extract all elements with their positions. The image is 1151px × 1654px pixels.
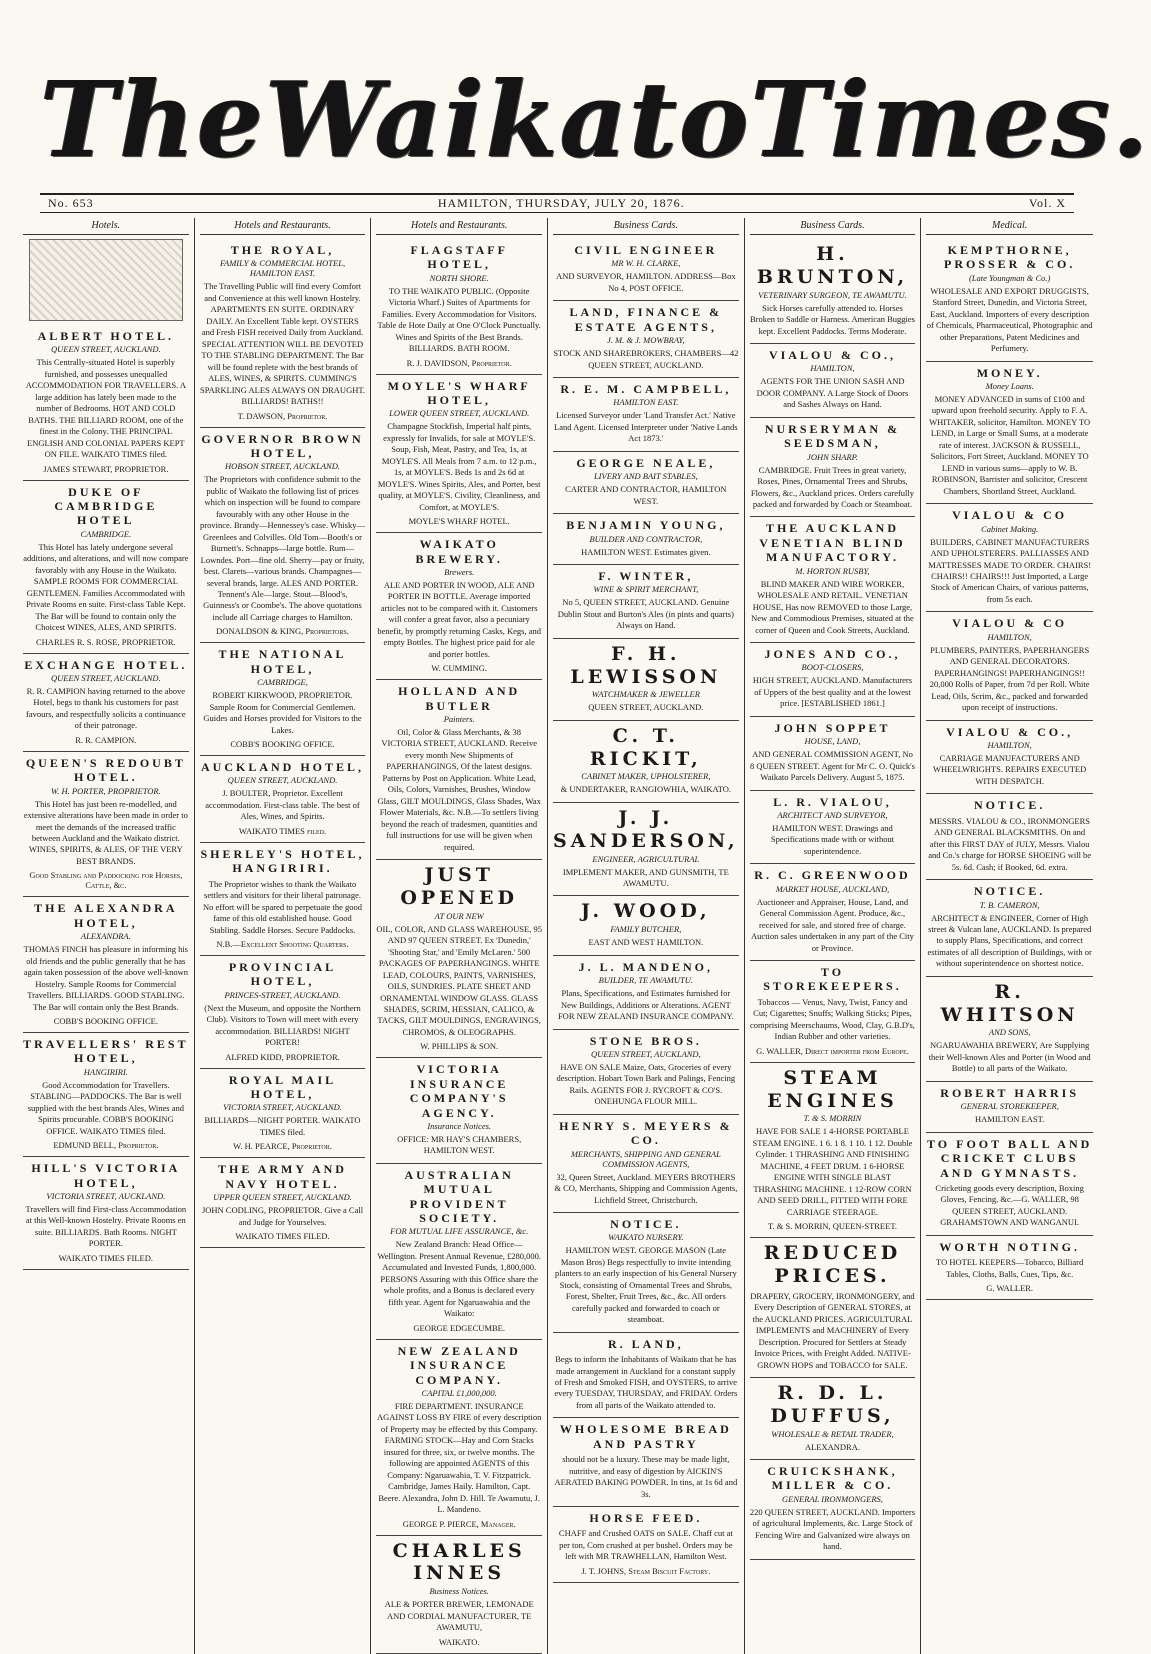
ad-title: WHOLESOME BREAD AND PASTRY bbox=[559, 1422, 732, 1451]
dateline bbox=[40, 193, 1074, 213]
ad-body: THOMAS FINCH has pleasure in informing his old friends and the public generally that he has again taken possession of the above well-known Hostelry. Sample Rooms for Commercial Travellers. BILLIARDS. GOOD STABLING. The Bar will contain only the Best Brands. bbox=[23, 944, 188, 1012]
ad-subtitle: ARCHITECT AND SURVEYOR, bbox=[777, 809, 888, 820]
ad-subtitle: QUEEN STREET, AUCKLAND. bbox=[50, 344, 161, 355]
ad-title: STONE BROS. bbox=[589, 1033, 702, 1048]
advertisement bbox=[750, 1063, 916, 1238]
advertisement bbox=[376, 1164, 542, 1340]
advertisement bbox=[376, 533, 542, 680]
advertisement bbox=[926, 239, 1093, 362]
ad-body: This Centrally-situated Hotel is superbly furnished, and possesses unequalled ACCOMMODATION FOR TRAVELLERS. A large addition has lately been made to the number of Bedrooms. HOT AND COLD BATHS. THE BILLIARD ROOM, one of the finest in the Colony. THE PRINCIPAL ENGLISH AND COLONIAL PAPERS KEPT ON FILE. WAIKATO TIMES filed. bbox=[25, 357, 186, 460]
ad-title: J. L. MANDENO, bbox=[578, 959, 713, 974]
column-heading: Medical. bbox=[926, 218, 1093, 235]
advertisement bbox=[750, 791, 916, 865]
ad-subtitle: MARKET HOUSE, AUCKLAND, bbox=[775, 883, 890, 894]
ad-body: Tobaccos — Venus, Navy, Twist, Fancy and Cut; Cigarettes; Snuffs; Walking Sticks; Pipes, comprising Meerschaums, Wood, Clay, G.B.D's, Indian Rubber and other varieties. bbox=[750, 996, 915, 1042]
advertisement bbox=[553, 896, 739, 955]
advertisement bbox=[750, 418, 916, 518]
ad-footer: W. H. PEARCE, Proprietor. bbox=[233, 1141, 332, 1152]
ad-subtitle: WAIKATO NURSERY. bbox=[608, 1232, 684, 1243]
ad-title: C. T. RICKIT, bbox=[589, 724, 702, 770]
advertisement bbox=[553, 1507, 739, 1583]
ad-body: CARTER AND CONTRACTOR, HAMILTON WEST. bbox=[565, 484, 727, 506]
ad-title: R. C. GREENWOOD bbox=[754, 868, 911, 883]
ad-subtitle: QUEEN STREET, AUCKLAND, bbox=[590, 1048, 701, 1059]
page-columns bbox=[18, 218, 1098, 1647]
advertisement bbox=[553, 301, 739, 378]
advertisement bbox=[750, 1378, 916, 1460]
ad-title: NOTICE. bbox=[610, 1217, 682, 1231]
ad-subtitle: BUILDER AND CONTRACTOR, bbox=[589, 533, 703, 544]
ad-footer: JAMES STEWART, PROPRIETOR. bbox=[43, 463, 169, 474]
advertisement bbox=[23, 752, 189, 898]
ad-body: Cricketing goods every description, Boxing Gloves, Fencing, &c.—G. WALLER, 98 QUEEN STREET, AUCKLAND. GRAHAMSTOWN AND WANGANUI. bbox=[935, 1182, 1084, 1228]
ad-body: CAMBRIDGE. Fruit Trees in great variety, Roses, Pines, Ornamental Trees and Shrubs, Flowers, &c., Auckland prices. Orders carefully packed and forwarded by Coach or Steamboat. bbox=[750, 464, 915, 509]
column-heading: Hotels and Restaurants. bbox=[376, 218, 542, 235]
ad-footer: R. R. CAMPION. bbox=[75, 734, 137, 745]
column-heading: Business Cards. bbox=[750, 218, 916, 235]
advertisement bbox=[553, 803, 739, 897]
ad-title: VIALOU & CO bbox=[952, 616, 1068, 631]
ad-title: R. LAND, bbox=[608, 1336, 684, 1351]
ad-subtitle: T. B. CAMERON, bbox=[979, 899, 1040, 910]
ad-subtitle: BOOT-CLOSERS, bbox=[801, 662, 864, 673]
ad-title: NURSERYMAN & SEEDSMAN, bbox=[764, 421, 901, 451]
ad-title: R. WHITSON bbox=[940, 980, 1079, 1026]
masthead-word-3: Times. bbox=[750, 58, 1151, 181]
ad-body: HAVE FOR SALE 1 4-HORSE PORTABLE STEAM ENGINE. 1 6. 1 8. 1 10. 1 12. Double Cylinder. 1 THRASHING AND FINISHING MACHINE, 4 FEET DRUM. 1 6-HORSE ENGINE WITH SINGLE BLAST THRASHING MACHINE. 1 12-ROW CORN AND SEED DRILL, FITTED WITH FORE CARRIAGE STEERAGE. bbox=[752, 1126, 913, 1217]
advertisement bbox=[926, 880, 1093, 977]
ad-body: CARRIAGE MANUFACTURERS AND WHEELWRIGHTS. REPAIRS EXECUTED WITH DESPATCH. bbox=[933, 753, 1087, 786]
ad-body: TO HOTEL KEEPERS—Tobacco, Billiard Tables, Cloths, Balls, Cues, Tips, &c. bbox=[936, 1257, 1084, 1279]
ad-subtitle: LOWER QUEEN STREET, AUCKLAND. bbox=[389, 408, 530, 419]
ad-title: VIALOU & CO., bbox=[768, 348, 896, 362]
advertisement bbox=[376, 239, 542, 375]
ad-subtitle: FAMILY & COMMERCIAL HOTEL, HAMILTON EAST. bbox=[219, 258, 346, 279]
ad-body: The Proprietors with confidence submit to the public of Waikato the following list of prices which on inspection will be found to compare favourably with any other House in the province. Brandy—Hennessey's case. Whisky—Greenlees and Colvilles. Old Tom—Booth's or Burnett's. Schnapps—large bottle. Rum—Lowndes. Port—fine old. Sherry—pay or fruity, best. Clarets—various brands. Champagnes—several brands, large. ALES AND PORTER. Tennent's Ale—large. Stout—Blood's, Guinness's or Coombe's. The above quotations include all Carriage charges to Hamilton. bbox=[200, 474, 365, 622]
ad-subtitle: CAMBRIDGE, bbox=[257, 677, 308, 688]
advertisement bbox=[553, 956, 739, 1030]
ad-body: ALEXANDRA. bbox=[804, 1441, 860, 1452]
advertisement bbox=[23, 897, 189, 1033]
ad-footer: MOYLE'S WHARF HOTEL. bbox=[408, 516, 510, 527]
ad-footer: W. PHILLIPS & SON. bbox=[420, 1041, 499, 1052]
advertisement bbox=[553, 1418, 739, 1507]
advertisement bbox=[376, 375, 542, 534]
ad-title: HENRY S. MEYERS & CO. bbox=[559, 1118, 733, 1148]
ad-subtitle: NORTH SHORE. bbox=[429, 272, 489, 283]
ad-title: R. D. L. DUFFUS, bbox=[770, 1381, 895, 1427]
ad-title: TO FOOT BALL AND CRICKET CLUBS AND GYMNASTS. bbox=[927, 1136, 1093, 1180]
advertisement bbox=[553, 721, 739, 803]
advertisement bbox=[200, 239, 366, 428]
ad-title: J. J. SANDERSON, bbox=[553, 806, 739, 852]
ad-subtitle: WHOLESALE & RETAIL TRADER, bbox=[771, 1428, 894, 1439]
ad-subtitle: Painters. bbox=[443, 713, 475, 724]
ad-footer: W. CUMMING. bbox=[431, 663, 488, 674]
ad-title: GOVERNOR BROWN HOTEL, bbox=[201, 431, 364, 460]
ad-title: ROYAL MAIL HOTEL, bbox=[228, 1072, 337, 1102]
ad-body: Good Accommodation for Travellers. STABLING—PADDOCKS. The Bar is well supplied with the best brands Ales, Wines and Spirits procurable. COBB'S BOOKING OFFICE. WAIKATO TIMES filed. bbox=[27, 1079, 184, 1136]
advertisement bbox=[750, 239, 916, 344]
ad-body: MESSRS. VIALOU & CO., IRONMONGERS AND GENERAL BLACKSMITHS. On and after this FIRST DAY of JULY, Messrs. Vialou and Co.'s charge for HORSE SHOEING will be 5s. 6d. Cash; if Booked, 6d. extra. bbox=[928, 815, 1092, 872]
ad-subtitle: FAMILY BUTCHER, bbox=[610, 924, 682, 935]
ad-title: WAIKATO BREWERY. bbox=[415, 537, 503, 566]
ad-body: OIL, COLOR, AND GLASS WAREHOUSE, 95 AND 97 QUEEN STREET. Ex 'Dunedin,' 'Shooting Star,' and 'Emily McLaren.' 500 PACKAGES OF PAPERHANGINGS. WHITE LEAD, COLOURS, PAINTS, VARNISHES, OILS, SUNDRIES. PLATE SHEET AND ORNAMENTAL WINDOW GLASS. GLASS SHADES, SCRIM, HESSIAN, CALICO, & TACKS, GILT MOULDINGS, ENGRAVINGS, CHROMOS, & OLEOGRAPHS. bbox=[376, 923, 542, 1037]
advertisement bbox=[553, 514, 739, 565]
advertisement bbox=[200, 643, 366, 756]
volume-number: Vol. X bbox=[1028, 196, 1066, 210]
ad-body: ARCHITECT & ENGINEER, Corner of High street & Vulcan lane, AUCKLAND. Is prepared to supply Plans, Specifications, and correct estimates of all description of Buildings, with or without superintendence on shortest notice. bbox=[927, 912, 1092, 969]
advertisement bbox=[750, 1460, 916, 1560]
ad-subtitle: Money Loans. bbox=[985, 380, 1034, 391]
ad-subtitle: ALEXANDRA. bbox=[80, 931, 131, 942]
ad-title: THE NATIONAL HOTEL, bbox=[218, 647, 347, 676]
column-heading: Business Cards. bbox=[553, 218, 739, 235]
ad-title: R. E. M. CAMPBELL, bbox=[560, 382, 732, 397]
ad-body: New Zealand Branch: Head Office—Wellington. Present Annual Revenue, £280,000. Accumulated and Invested Funds, 1,800,000. PERSONS Assuring with this Office share the whole profits, and a Bonus is declared every fifth year. Agent for Ngaruawahia and the Waikato: bbox=[377, 1239, 541, 1319]
advertisement bbox=[553, 452, 739, 514]
ad-subtitle: HAMILTON EAST. bbox=[613, 397, 679, 408]
ad-title: NOTICE. bbox=[973, 798, 1046, 813]
ad-footer: GEORGE EDGECUMBE. bbox=[413, 1322, 505, 1333]
advertisement bbox=[926, 362, 1093, 505]
advertisement bbox=[200, 756, 366, 843]
ad-body: STOCK AND SHAREBROKERS, CHAMBERS—42 QUEEN STREET, AUCKLAND. bbox=[553, 348, 739, 370]
ad-body: PLUMBERS, PAINTERS, PAPERHANGERS AND GENERAL DECORATORS. PAPERHANGINGS! PAPERHANGINGS!! 20,000 Rolls of Paper, from 7d per Roll. White Lead, Oils, Scrim, &c., packed and forwarded upon receipt of instructions. bbox=[929, 644, 1090, 713]
advertisement bbox=[376, 860, 542, 1058]
ad-body: BLIND MAKER AND WIRE WORKER, WHOLESALE AND RETAIL. VENETIAN HOUSE, Has now REMOVED to those Large, New and Commodious Premises, situated at the corner of Queen and Cook Streets, Auckland. bbox=[751, 578, 914, 635]
ad-title: F. WINTER, bbox=[598, 569, 694, 584]
advertisement bbox=[553, 1333, 739, 1419]
ad-body: OFFICE: MR HAY'S CHAMBERS, HAMILTON WEST. bbox=[397, 1133, 522, 1156]
ad-body: HAMILTON EAST. bbox=[975, 1114, 1045, 1125]
ad-title: JOHN SOPPET bbox=[774, 720, 891, 735]
ad-body: BILLIARDS—NIGHT PORTER. WAIKATO TIMES filed. bbox=[204, 1115, 361, 1137]
ad-title: MONEY. bbox=[976, 365, 1043, 380]
ad-title: THE AUCKLAND VENETIAN BLIND MANUFACTORY. bbox=[759, 521, 906, 565]
ad-title: QUEEN'S REDOUBT HOTEL. bbox=[25, 755, 186, 785]
ad-body: ALE & PORTER BREWER, LEMONADE AND CORDIAL MANUFACTURER, TE AWAMUTU, bbox=[384, 1599, 534, 1633]
advertisement bbox=[200, 956, 366, 1069]
ad-body: R. R. CAMPION having returned to the above Hotel, begs to thank his customers for past favours, and respectfully solicits a continuance of their patronage. bbox=[26, 685, 186, 731]
ad-title: TRAVELLERS' REST HOTEL, bbox=[23, 1036, 189, 1066]
ad-subtitle: Insurance Notices. bbox=[427, 1120, 492, 1131]
issue-number: No. 653 bbox=[48, 196, 94, 210]
ad-footer: CHARLES R. S. ROSE, PROPRIETOR. bbox=[36, 636, 176, 647]
ad-body: Travellers will find First-class Accommodation at this Well-known Hostelry. Private Rooms en suite. BILLIARDS. Bath Rooms. NIGHT PORTER. bbox=[25, 1203, 187, 1249]
ad-subtitle: BUILDER, TE AWAMUTU. bbox=[598, 975, 693, 986]
ad-subtitle: VETERINARY SURGEON, TE AWAMUTU. bbox=[758, 289, 907, 300]
ad-subtitle: WATCHMAKER & JEWELLER bbox=[591, 689, 700, 700]
ad-footer: DONALDSON & KING, Proprietors. bbox=[216, 626, 349, 637]
ad-subtitle: HAMILTON, bbox=[987, 740, 1032, 750]
ad-title: THE ALEXANDRA HOTEL, bbox=[34, 901, 178, 930]
advertisement bbox=[200, 428, 366, 644]
ad-body: AND SURVEYOR, HAMILTON. ADDRESS—Box No 4, POST OFFICE. bbox=[556, 271, 736, 293]
ad-footer: WAIKATO TIMES filed. bbox=[238, 825, 327, 836]
column-4 bbox=[548, 218, 745, 1654]
advertisement bbox=[926, 1082, 1093, 1133]
ad-footer: T. DAWSON, Proprietor. bbox=[237, 410, 328, 421]
advertisement bbox=[376, 1058, 542, 1164]
masthead-word-1: The bbox=[40, 58, 266, 181]
ad-title: THE ROYAL, bbox=[230, 243, 335, 257]
ad-subtitle: LIVERY AND BAIT STABLES, bbox=[593, 471, 698, 482]
ad-subtitle: CABINET MAKER, UPHOLSTERER, bbox=[581, 771, 711, 782]
ad-title: HOLLAND AND BUTLER bbox=[398, 684, 521, 713]
masthead bbox=[40, 55, 1151, 185]
column-5 bbox=[745, 218, 922, 1654]
ad-footer: J. T. JOHNS, Steam Biscuit Factory. bbox=[581, 1565, 711, 1576]
ad-subtitle: FOR MUTUAL LIFE ASSURANCE, &c. bbox=[390, 1226, 529, 1237]
ad-title: GEORGE NEALE, bbox=[576, 455, 716, 470]
ad-subtitle: HAMILTON, bbox=[810, 363, 855, 374]
ad-subtitle: JOHN SHARP. bbox=[807, 451, 858, 462]
advertisement bbox=[553, 639, 739, 721]
advertisement bbox=[23, 1157, 189, 1270]
ad-body: The Travelling Public will find every Comfort and Convenience at this well known Hostelry. APARTMENTS EN SUITE. ORDINARY DAILY. An Excellent Table kept. OYSTERS and Fresh FISH received Daily from Auckland. SPECIAL ATTENTION WILL BE DEVOTED TO THE STABLING DEPARTMENT. The Bar will be found replete with the best brands of ALES, WINES, & SPIRITS. CUMMING'S SPARKLING ALES ALWAYS ON DRAUGHT. BILLIARDS! BATHS!! bbox=[199, 281, 366, 407]
ad-body: Licensed Surveyor under 'Land Transfer Act.' Native Land Agent. Licensed Interpreter under 'Native Lands Act 1873.' bbox=[554, 410, 738, 444]
ad-subtitle: MR W. H. CLARKE, bbox=[611, 258, 681, 269]
advertisement bbox=[553, 1213, 739, 1333]
ad-body: ALE AND PORTER IN WOOD, ALE AND PORTER IN BOTTLE. Average imported articles not to be compared with it. Customers will confer a great favor, also a pecuniary benefit, by promptly returning Casks, Kegs, and empty Bottles. The highest price paid for ale and porter bottles. bbox=[377, 579, 541, 659]
ad-title: H. BRUNTON, bbox=[756, 243, 909, 288]
column-1 bbox=[18, 218, 195, 1654]
advertisement bbox=[750, 344, 916, 418]
ad-title: SHERLEY'S HOTEL, HANGIRIRI. bbox=[200, 846, 365, 876]
ad-subtitle: AT OUR NEW bbox=[434, 910, 484, 921]
advertisement bbox=[376, 1340, 542, 1536]
ad-title: WORTH NOTING. bbox=[939, 1239, 1080, 1254]
ad-body: IMPLEMENT MAKER, AND GUNSMITH, TE AWAMUTU. bbox=[562, 866, 729, 889]
ad-subtitle: CAPITAL £1,000,000. bbox=[421, 1387, 497, 1398]
advertisement bbox=[926, 504, 1093, 612]
ad-title: VIALOU & CO bbox=[952, 508, 1068, 523]
ad-footer: ALFRED KIDD, PROPRIETOR. bbox=[225, 1051, 340, 1062]
ad-title: AUSTRALIAN MUTUAL PROVIDENT SOCIETY. bbox=[404, 1167, 514, 1226]
ad-title: LAND, FINANCE & ESTATE AGENTS, bbox=[569, 305, 723, 334]
issue-date: HAMILTON, THURSDAY, JULY 20, 1876. bbox=[437, 196, 685, 210]
ad-footer: WAIKATO TIMES FILED. bbox=[58, 1252, 154, 1263]
ad-body: AGENTS FOR THE UNION SASH AND DOOR COMPANY. A Large Stock of Doors and Sashes Always on Hand. bbox=[756, 376, 909, 410]
ad-title: CHARLES INNES bbox=[392, 1539, 526, 1585]
ad-subtitle: M. HORTON RUSBY, bbox=[795, 565, 870, 576]
ad-title: JONES AND CO., bbox=[764, 646, 901, 661]
ad-title: REDUCED PRICES. bbox=[763, 1242, 902, 1287]
ad-title: STEAM ENGINES bbox=[767, 1066, 898, 1112]
ad-body: WHOLESALE AND EXPORT DRUGGISTS, Stanford Street, Dunedin, and Victoria Street, East, Auckland. Importers of every description of Chemicals, Pharmaceutical, Photographic and other Preparations, Patent Medicines and Perfumery. bbox=[926, 285, 1093, 354]
ad-footer: EDMUND BELL, Proprietor. bbox=[53, 1140, 159, 1151]
ad-title: ALBERT HOTEL. bbox=[37, 329, 175, 343]
advertisement bbox=[553, 239, 739, 301]
ad-footer: G. WALLER, Direct importer from Europe. bbox=[756, 1045, 909, 1056]
advertisement bbox=[376, 680, 542, 860]
ad-body: BUILDERS, CABINET MANUFACTURERS AND UPHOLSTERERS. PALLIASSES AND MATTRESSES MADE TO ORDER. CHAIRS! CHAIRS!! CHAIRS!!! Just Imported, a Large Stock of American Chairs, of various patterns, from 5s each. bbox=[928, 536, 1092, 604]
ad-body: HAMILTON WEST. Estimates given. bbox=[581, 546, 711, 557]
ad-footer: G. WALLER. bbox=[986, 1283, 1034, 1294]
ad-subtitle: GENERAL STOREKEEPER, bbox=[960, 1101, 1059, 1112]
ad-subtitle: HOUSE, LAND, bbox=[804, 736, 861, 747]
advertisement bbox=[376, 1536, 542, 1654]
ad-title: J. WOOD, bbox=[581, 900, 711, 923]
column-heading: Hotels and Restaurants. bbox=[200, 218, 366, 235]
ad-subtitle: PRINCES-STREET, AUCKLAND. bbox=[224, 989, 341, 1000]
advertisement bbox=[926, 794, 1093, 880]
ad-title: VIALOU & CO., bbox=[946, 724, 1074, 739]
ad-body: should not be a luxury. These may be made light, nutritive, and easy of digestion by AICKIN'S AERATED BAKING POWDER. In tins, at 1s 6d and 3s. bbox=[554, 1454, 738, 1499]
advertisement bbox=[750, 717, 916, 791]
ad-body: Auctioneer and Appraiser, House, Land, and General Commission Agent. Produce, &c., received for sale, and stored free of charge. Auction sales undertaken in any part of the City or Province. bbox=[751, 896, 914, 953]
advertisement bbox=[926, 1133, 1093, 1236]
ad-title: PROVINCIAL HOTEL, bbox=[228, 960, 337, 989]
ad-title: L. R. VIALOU, bbox=[773, 794, 892, 809]
ad-body: No 5, QUEEN STREET, AUCKLAND. Genuine Dublin Stout and Burton's Ales (in pints and quarts) Always on Hand. bbox=[557, 597, 734, 631]
advertisement bbox=[200, 843, 366, 956]
advertisement bbox=[750, 1238, 916, 1378]
ad-subtitle: MERCHANTS, SHIPPING AND GENERAL COMMISSION AGENTS, bbox=[570, 1148, 721, 1169]
ad-body: ROBERT KIRKWOOD, PROPRIETOR. Sample Room for Commercial Gentlemen. Guides and Horses provided for Visitors to the Lakes. bbox=[203, 690, 362, 735]
advertisement bbox=[926, 612, 1093, 720]
ad-body: The Proprietor wishes to thank the Waikato settlers and visitors for their liberal patronage. No effort will be spared to perpetuate the good fame of this old established house. Good Stabling. Saddle Horses. Secure Paddocks. bbox=[203, 878, 362, 935]
ad-title: KEMPTHORNE, PROSSER & CO. bbox=[943, 243, 1076, 272]
ad-body: J. BOULTER, Proprietor. Excellent accommodation. First-class table. The best of Ales, Wines, and Spirits. bbox=[205, 788, 360, 822]
ad-body: TO THE WAIKATO PUBLIC. (Opposite Victoria Wharf.) Suites of Apartments for Families. Every Accommodation for Visitors. Table de Hote Daily at One O'Clock Punctually. Wines and Spirits of the Best Brands. BILLIARDS. BATH ROOM. bbox=[377, 285, 541, 354]
ad-footer: Good Stabling and Paddocking for Horses, Cattle, &c. bbox=[29, 870, 183, 891]
advertisement bbox=[200, 1158, 366, 1248]
ad-body: Oil, Color & Glass Merchants, & 38 VICTORIA STREET, AUCKLAND. Receive every month New Shipments of PAPERHANGINGS, Of the latest designs. Patterns by Post on Application. White Lead, Oils, Colors, Varnishes, Brushes, Window Glass, GILT MOULDINGS, Glass Shades, Wax Flower Materials, &c. N.B.—To settlers living beyond the reach of tradesmen, quantities and full instructions for use will be given when required. bbox=[377, 726, 541, 852]
ad-body: Champagne Stockfish, Imperial half pints, expressly for Invalids, for sale at MOYLE'S. Soup, Fish, Meat, Pastry, and Tea, 1s, at MOYLE'S. All Meals from 7 a.m. to 12 p.m., 1s, at MOYLE'S. Beds 1s and 2s 6d at MOYLE'S. Wines Spirits, Ales, and Porter, best quality, at MOYLE'S. Civility, Cleanliness, and Comfort, at MOYLE'S. bbox=[377, 421, 541, 512]
ad-body: HIGH STREET, AUCKLAND. Manufacturers of Uppers of the best quality and at the lowest price. [ESTABLISHED 1861.] bbox=[752, 675, 913, 709]
ad-body: HAMILTON WEST. GEORGE MASON (Late Mason Bros) Begs respectfully to invite intending planters to an early inspection of his General Nursery Stock, consisting of Ornamental Trees and Shrubs, Forest, Shelter, Fruit Trees, &c., &c. All orders carefully packed and forwarded to coach or steamboat. bbox=[554, 1245, 737, 1325]
advertisement bbox=[750, 517, 916, 643]
advertisement bbox=[553, 1115, 739, 1213]
ad-body: Plans, Specifications, and Estimates furnished for New Buildings, Additions or Alterations. AGENT FOR NEW ZEALAND INSURANCE COMPANY. bbox=[557, 988, 734, 1022]
ad-body: 220 QUEEN STREET, AUCKLAND. Importers of agricultural Implements, &c. Large Stock of Fencing Wire and Galvanized wire always on hand. bbox=[749, 1506, 916, 1552]
ad-subtitle: CAMBRIDGE. bbox=[80, 528, 132, 539]
column-heading: Hotels. bbox=[23, 218, 189, 235]
advertisement bbox=[553, 565, 739, 639]
advertisement bbox=[23, 325, 189, 481]
ad-subtitle: QUEEN STREET, AUCKLAND. bbox=[50, 672, 161, 683]
masthead-word-2: Waikato bbox=[265, 58, 751, 181]
ad-subtitle: (Late Youngman & Co.) bbox=[968, 272, 1051, 283]
ad-body: CHAFF and Crushed OATS on SALE. Chaff cut at per ton, Corn crushed at per bushel. Orders may be left with MR TRAWHELLAN, Hamilton West. bbox=[558, 1528, 733, 1562]
ad-body: HAVE ON SALE Maize, Oats, Groceries of every description. Hobart Town Bark and Palings, Fencing Rails. AGENTS FOR J. RYCROFT & CO'S. ONEHUNGA FLOUR MILL. bbox=[556, 1061, 736, 1107]
ad-title: VICTORIA INSURANCE COMPANY'S AGENCY. bbox=[409, 1062, 509, 1120]
column-2 bbox=[195, 218, 372, 1654]
ad-subtitle: VICTORIA STREET, AUCKLAND. bbox=[223, 1102, 342, 1113]
column-6 bbox=[921, 218, 1098, 1654]
advertisement bbox=[750, 864, 916, 961]
ad-subtitle: HAMILTON, bbox=[987, 631, 1032, 642]
ad-body: DRAPERY, GROCERY, IRONMONGERY, and Every Description of GENERAL STORES, at the AUCKLAND PRICES. AGRICULTURAL IMPLEMENTS and MACHINERY of Every Description. Procured for Settlers at Steady Invoice Prices, with Freight Added. NATIVE-GROWN HOPS and TOBACCO for SALE. bbox=[750, 1290, 915, 1370]
ad-subtitle: VICTORIA STREET, AUCKLAND. bbox=[46, 1190, 166, 1201]
ad-subtitle: GENERAL IRONMONGERS, bbox=[782, 1493, 883, 1504]
ad-subtitle: Business Notices. bbox=[429, 1586, 489, 1597]
ad-subtitle: UPPER QUEEN STREET, AUCKLAND. bbox=[213, 1192, 352, 1203]
advertisement bbox=[23, 481, 189, 654]
ad-title: HILL'S VICTORIA HOTEL, bbox=[31, 1161, 181, 1190]
advertisement bbox=[750, 961, 916, 1063]
ad-body: JOHN CODLING, PROPRIETOR. Give a Call and Judge for Yourselves. bbox=[201, 1205, 364, 1227]
ad-subtitle: HANGIRIRI. bbox=[83, 1066, 128, 1077]
ad-footer: WAIKATO. bbox=[438, 1636, 480, 1647]
ad-subtitle: Cabinet Making. bbox=[981, 523, 1039, 534]
ad-title: NOTICE. bbox=[973, 884, 1046, 899]
advertisement bbox=[23, 1033, 189, 1157]
ad-body: Begs to inform the Inhabitants of Waikato that he has made arrangement in Auckland for a constant supply of Fresh and Smoked FISH, and OYSTERS, to arrive every TUESDAY, THURSDAY, and FRIDAY. Orders from all parts of the Waikato attended to. bbox=[554, 1354, 738, 1410]
ad-title: AUCKLAND HOTEL, bbox=[201, 760, 365, 775]
ad-title: TO STOREKEEPERS. bbox=[763, 965, 902, 994]
ad-footer: WAIKATO TIMES FILED. bbox=[235, 1231, 330, 1242]
advertisement bbox=[926, 1236, 1093, 1300]
ad-body: NGARUAWAHIA BREWERY, Are Supplying their Well-known Ales and Porter (in Wood and Bottle) to all parts of the Waikato. bbox=[928, 1040, 1091, 1074]
ad-title: HORSE FEED. bbox=[589, 1511, 703, 1526]
ad-body: This Hotel has just been re-modelled, and extensive alterations have been made in order to meet the demands of the increased traffic between Auckland and the Waikato district. WINES, SPIRITS, & ALES, OF THE VERY BEST BRANDS. bbox=[23, 798, 188, 866]
advertisement bbox=[200, 1069, 366, 1159]
ad-subtitle: WINE & SPIRIT MERCHANT, bbox=[593, 584, 699, 595]
ad-footer: GEORGE P. PIERCE, Manager. bbox=[402, 1518, 516, 1529]
ad-body: & UNDERTAKER, RANGIOWHIA, WAIKATO. bbox=[560, 784, 732, 795]
ad-body: MONEY ADVANCED in sums of £100 and upward upon freehold security. Apply to F. A. WHITAKER, solicitor, Hamilton. MONEY TO LEND, in Large or Small Sums, at a moderate rate of interest. JACKSON & RUSSELL, Solicitors, Fort Street, Auckland. MONEY TO LEND in various sums—apply to W. B. ROBINSON, Barrister and solicitor, Crescent Chambers, Shortland Street, Auckland. bbox=[929, 393, 1091, 496]
ad-title: ROBERT HARRIS bbox=[940, 1085, 1080, 1100]
ad-body: EAST AND WEST HAMILTON. bbox=[588, 937, 704, 948]
ad-body: (Next the Museum, and opposite the Northern Club). Visitors to Town will meet with every accommodation. BILLIARDS! NIGHT PORTER! bbox=[204, 1002, 361, 1048]
ad-footer: COBB'S BOOKING OFFICE. bbox=[230, 739, 335, 750]
ad-title: CIVIL ENGINEER bbox=[574, 243, 718, 257]
ad-body: AND GENERAL COMMISSION AGENT, No 8 QUEEN STREET. Agent for Mr C. O. Quick's Waikato Parcels Delivery. August 5, 1875. bbox=[749, 749, 915, 783]
advertisement bbox=[926, 721, 1093, 795]
ad-subtitle: T. & S. MORRIN bbox=[803, 1113, 862, 1124]
ad-subtitle: W. H. PORTER, PROPRIETOR. bbox=[50, 785, 161, 796]
advertisement bbox=[23, 654, 189, 752]
ad-subtitle: AND SONS, bbox=[988, 1027, 1031, 1038]
ad-footer: R. J. DAVIDSON, Proprietor. bbox=[406, 357, 512, 368]
ad-title: F. H. LEWISSON bbox=[570, 642, 722, 688]
advertisement bbox=[750, 643, 916, 717]
ad-subtitle: HOBSON STREET, AUCKLAND. bbox=[225, 461, 340, 472]
advertisement bbox=[926, 977, 1093, 1082]
ad-title: CRUICKSHANK, MILLER & CO. bbox=[767, 1464, 898, 1493]
ad-title: EXCHANGE HOTEL. bbox=[24, 657, 188, 672]
ad-subtitle: QUEEN STREET, AUCKLAND. bbox=[227, 775, 338, 786]
ad-footer: COBB'S BOOKING OFFICE. bbox=[53, 1015, 158, 1026]
advertisement bbox=[553, 378, 739, 452]
ad-title: THE ARMY AND NAVY HOTEL. bbox=[218, 1162, 347, 1191]
ad-title: DUKE OF CAMBRIDGE HOTEL bbox=[54, 484, 158, 528]
advertisement bbox=[553, 1030, 739, 1115]
ad-body: This Hotel has lately undergone several additions, and alterations, and will now compare favorably with any House in the Waikato. SAMPLE ROOMS FOR COMMERCIAL GENTLEMEN. Families Accommodated with Private Rooms en suite. First-class Table Kept. The Bar will be found to contain only the Choicest WINES, ALES, AND SPIRITS. bbox=[23, 541, 189, 633]
ad-body: FIRE DEPARTMENT. INSURANCE AGAINST LOSS BY FIRE of every description of Property may be effected by this Company. FARMING STOCK—Hay and Corn Stacks insured for three, six, or twelve months. The following are appointed AGENTS of this Company: Ngaruawahia, T. V. Fitzpatrick. Cambridge, James Haily. Hamilton, Capt. Beere. Alexandra, John D. Hill. Te Awamutu, J. L. Mandeno. bbox=[377, 1400, 542, 1515]
ad-body: HAMILTON WEST. Drawings and Specifications made with or without superintendence. bbox=[770, 822, 895, 856]
ad-title: FLAGSTAFF HOTEL, bbox=[410, 243, 508, 272]
ad-title: BENJAMIN YOUNG, bbox=[566, 518, 726, 533]
ad-footer: T. & S. MORRIN, QUEEN-STREET. bbox=[767, 1221, 898, 1232]
ad-body: Sick Horses carefully attended to. Horses Broken to Saddle or Harness. American Buggies kept. Excellent Paddocks. Terms Moderate. bbox=[749, 302, 915, 336]
ad-title: NEW ZEALAND INSURANCE COMPANY. bbox=[397, 1343, 521, 1387]
ad-subtitle: ENGINEER, AGRICULTURAL bbox=[592, 853, 700, 864]
hotel-engraving-image bbox=[29, 239, 183, 321]
column-3 bbox=[371, 218, 548, 1654]
ad-footer: N.B.—Excellent Shooting Quarters. bbox=[216, 939, 349, 949]
ad-title: MOYLE'S WHARF HOTEL, bbox=[387, 378, 531, 407]
ad-subtitle: J. M. & J. MOWBRAY, bbox=[607, 335, 685, 346]
ad-title: JUST OPENED bbox=[400, 864, 519, 909]
ad-body: QUEEN STREET, AUCKLAND. bbox=[588, 702, 704, 713]
ad-body: 32, Queen Street, Auckland. MEYERS BROTHERS & CO, Merchants, Shipping and Commission Agents, Lichfield Street, Christchurch. bbox=[554, 1171, 738, 1205]
ad-subtitle: Brewers. bbox=[444, 566, 475, 577]
